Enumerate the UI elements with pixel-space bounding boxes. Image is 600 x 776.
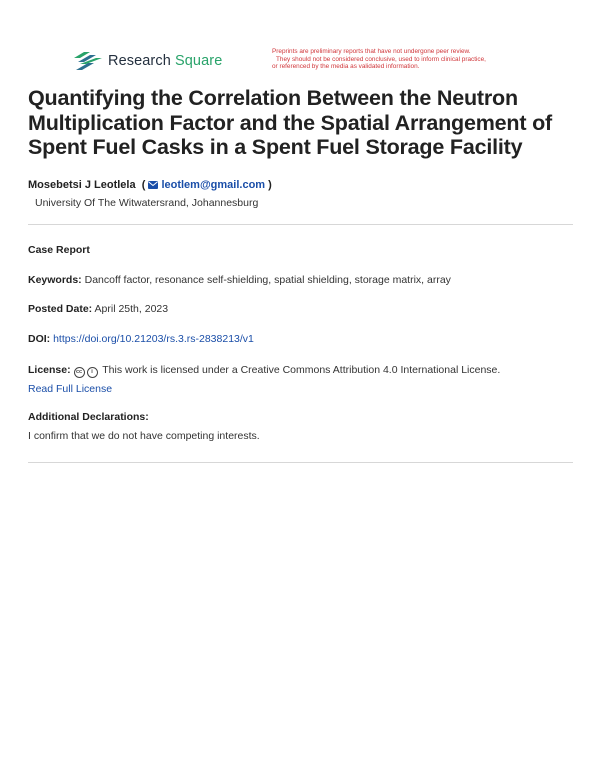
license-text: This work is licensed under a Creative Commons Attribution 4.0 International License.	[102, 364, 501, 376]
disclaimer-line: They should not be considered conclusive, used to inform clinical practice,	[276, 55, 486, 63]
preprint-disclaimer	[272, 48, 542, 71]
logo-word-research: Research	[108, 53, 171, 69]
author-line	[28, 179, 272, 191]
divider-top	[28, 224, 573, 225]
keywords-label: Keywords:	[28, 274, 82, 286]
research-square-logo[interactable]	[74, 50, 222, 72]
disclaimer-line: or referenced by the media as validated information.	[272, 63, 420, 71]
author-email-link[interactable]	[148, 179, 268, 191]
additional-declarations-label: Additional Declarations:	[28, 411, 149, 423]
read-full-license-link[interactable]: Read Full License	[28, 383, 113, 395]
author-affiliation: University Of The Witwatersrand, Johannesburg	[35, 197, 259, 209]
posted-date-label: Posted Date:	[28, 303, 93, 315]
keywords-value: Dancoff factor, resonance self-shielding, spatial shielding, storage matrix, array	[84, 274, 451, 286]
license-label: License:	[28, 364, 71, 376]
article-type: Case Report	[28, 244, 90, 256]
paper-title: Quantifying the Correlation Between the Neutron Multiplication Factor and the Spatial Arrangement of Spent Fuel Casks in a Spent Fuel Storage Facility	[28, 86, 552, 159]
author-email-wrap: ( leotlem@gmail.com )	[138, 179, 272, 191]
cc-icon: cc	[74, 367, 85, 378]
posted-date-row	[28, 303, 168, 315]
author-name: Mosebetsi J Leotlela	[28, 179, 136, 191]
doi-link[interactable]: https://doi.org/10.21203/rs.3.rs-2838213/v1	[53, 333, 254, 345]
logo-word-square: Square	[175, 53, 223, 69]
logo-text	[108, 53, 222, 69]
additional-declarations-text: I confirm that we do not have competing interests.	[28, 430, 260, 442]
envelope-icon	[148, 181, 158, 189]
author-email: leotlem@gmail.com	[161, 179, 266, 191]
research-square-logo-icon	[74, 50, 102, 72]
divider-bottom	[28, 462, 573, 463]
posted-date-value: April 25th, 2023	[94, 303, 169, 315]
by-icon: i	[87, 367, 98, 378]
keywords-row	[28, 274, 451, 286]
doi-label: DOI:	[28, 333, 51, 345]
disclaimer-line: Preprints are preliminary reports that have not undergone peer review.	[272, 48, 471, 55]
license-row	[28, 362, 573, 398]
header	[74, 48, 544, 74]
doi-row	[28, 333, 254, 345]
additional-declarations	[28, 408, 260, 446]
license-icons	[74, 364, 100, 381]
